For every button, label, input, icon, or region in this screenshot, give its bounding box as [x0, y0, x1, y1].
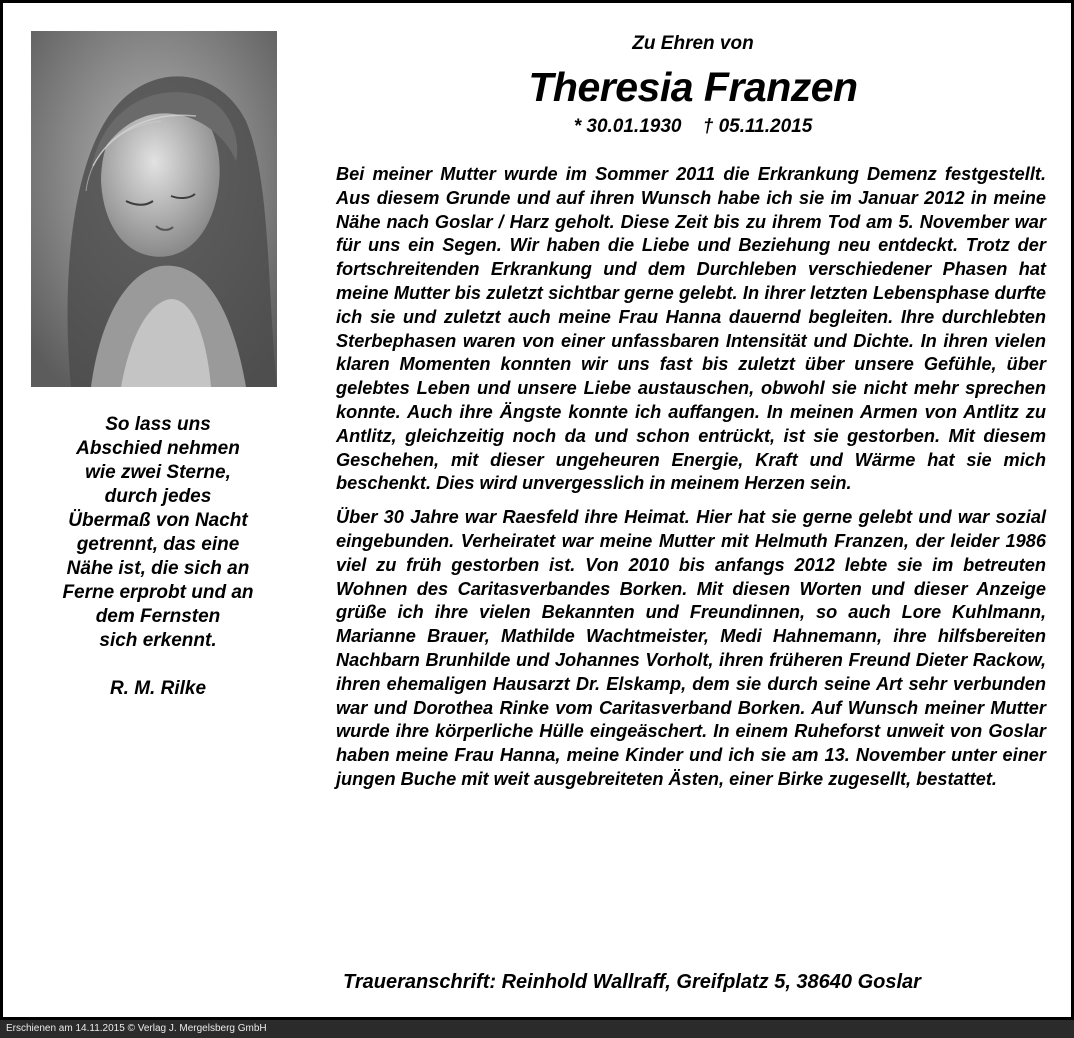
poem-line: Übermaß von Nacht	[68, 510, 248, 531]
poem-line: getrennt, das eine	[76, 534, 240, 555]
paragraph: Bei meiner Mutter wurde im Sommer 2011 die Erkrankung Demenz festgestellt. Aus diesem Grunde und auf ihren Wunsch habe ich sie im Januar 2012 in meine Nähe nach Goslar / Harz geholt. Diese Zeit bis zu ihrem Tod am 5. November war für uns ein Segen. Wir haben die Liebe und Beziehung neu entdeckt. Trotz der fortschreitenden Erkrankung und dem Durchleben verschiedener Phasen hat meine Mutter bis zuletzt sichtbar gerne gelebt. In ihrer letzten Lebensphase durfte ich sie und zuletzt auch meine Frau Hanna dauernd begleiten. Ihre durchlebten Sterbephasen waren von einer unfassbaren Intensität und Dichte. In ihren vielen klaren Momenten konnten wir uns fast bis zuletzt über unsere Gefühle, über gelebtes Leben und unsere Liebe austauschen, obwohl sie nicht mehr sprechen konnte. Auch ihre Ängste konnte ich auffangen. In meinen Armen von Antlitz zu Antlitz, gleichzeitig noch da und schon entrückt, ist sie gestorben. Mit diesem Geschehen, mit dieser ungeheuren Energie, Kraft und Wärme hat sie mich beschenkt. Dies wird unvergesslich in meinem Herzen sein.	[336, 164, 1046, 494]
obituary-header	[343, 31, 1043, 139]
poem-line: So lass uns	[105, 414, 211, 435]
poem-author: R. M. Rilke	[109, 678, 207, 699]
obituary-text	[336, 163, 1046, 802]
madonna-portrait-image	[31, 31, 277, 387]
paragraph: Über 30 Jahre war Raesfeld ihre Heimat. Hier hat sie gerne gelebt und war sozial eingebunden. Verheiratet war meine Mutter mit Helmuth Franzen, der leider 1986 viel zu früh gestorben ist. Von 2010 bis anfangs 2012 lebte sie im betreuten Wohnen des Caritasverbandes Borken. Mit diesen Worten und dieser Anzeige grüße ich ihre vielen Bekannten und Freundinnen, so auch Lore Kuhlmann, Marianne Brauer, Mathilde Wachtmeister, Medi Hahnemann, ihre hilfsbereiten Nachbarn Brunhilde und Johannes Vorholt, ihren früheren Freund Dieter Rackow, ihren ehemaligen Hausarzt Dr. Elskamp, dem sie durch seine Art sehr verbunden war und Dorothea Rinke vom Caritasverband Borken. Auf Wunsch meiner Mutter wurde ihre körperliche Hülle eingeäschert. In einem Ruheforst unweit von Goslar haben meine Frau Hanna, meine Kinder und ich sie am 13. November unter einer jungen Buche mit weit ausgebreiteten Ästen, einer Birke zugesellt, bestattet.	[336, 507, 1046, 789]
poem-line: Abschied nehmen	[76, 438, 240, 459]
life-dates	[343, 115, 1043, 139]
poem-line: Ferne erprobt und an	[62, 582, 254, 603]
poem-line: wie zwei Sterne,	[85, 462, 231, 483]
mourning-address: Traueranschrift: Reinhold Wallraff, Greifplatz 5, 38640 Goslar	[343, 971, 921, 993]
birth-date: * 30.01.1930	[573, 116, 682, 137]
intro-text: Zu Ehren von	[632, 33, 754, 54]
publication-footer: Erschienen am 14.11.2015 © Verlag J. Mergelsberg GmbH	[0, 1020, 1074, 1038]
poem-line: durch jedes	[104, 486, 212, 507]
poem-line: Nähe ist, die sich an	[66, 558, 250, 579]
poem	[23, 413, 293, 701]
deceased-name: Theresia Franzen	[528, 64, 858, 110]
death-date: † 05.11.2015	[702, 116, 813, 137]
poem-line: dem Fernsten	[95, 606, 221, 627]
poem-line: sich erkennt.	[99, 630, 217, 651]
